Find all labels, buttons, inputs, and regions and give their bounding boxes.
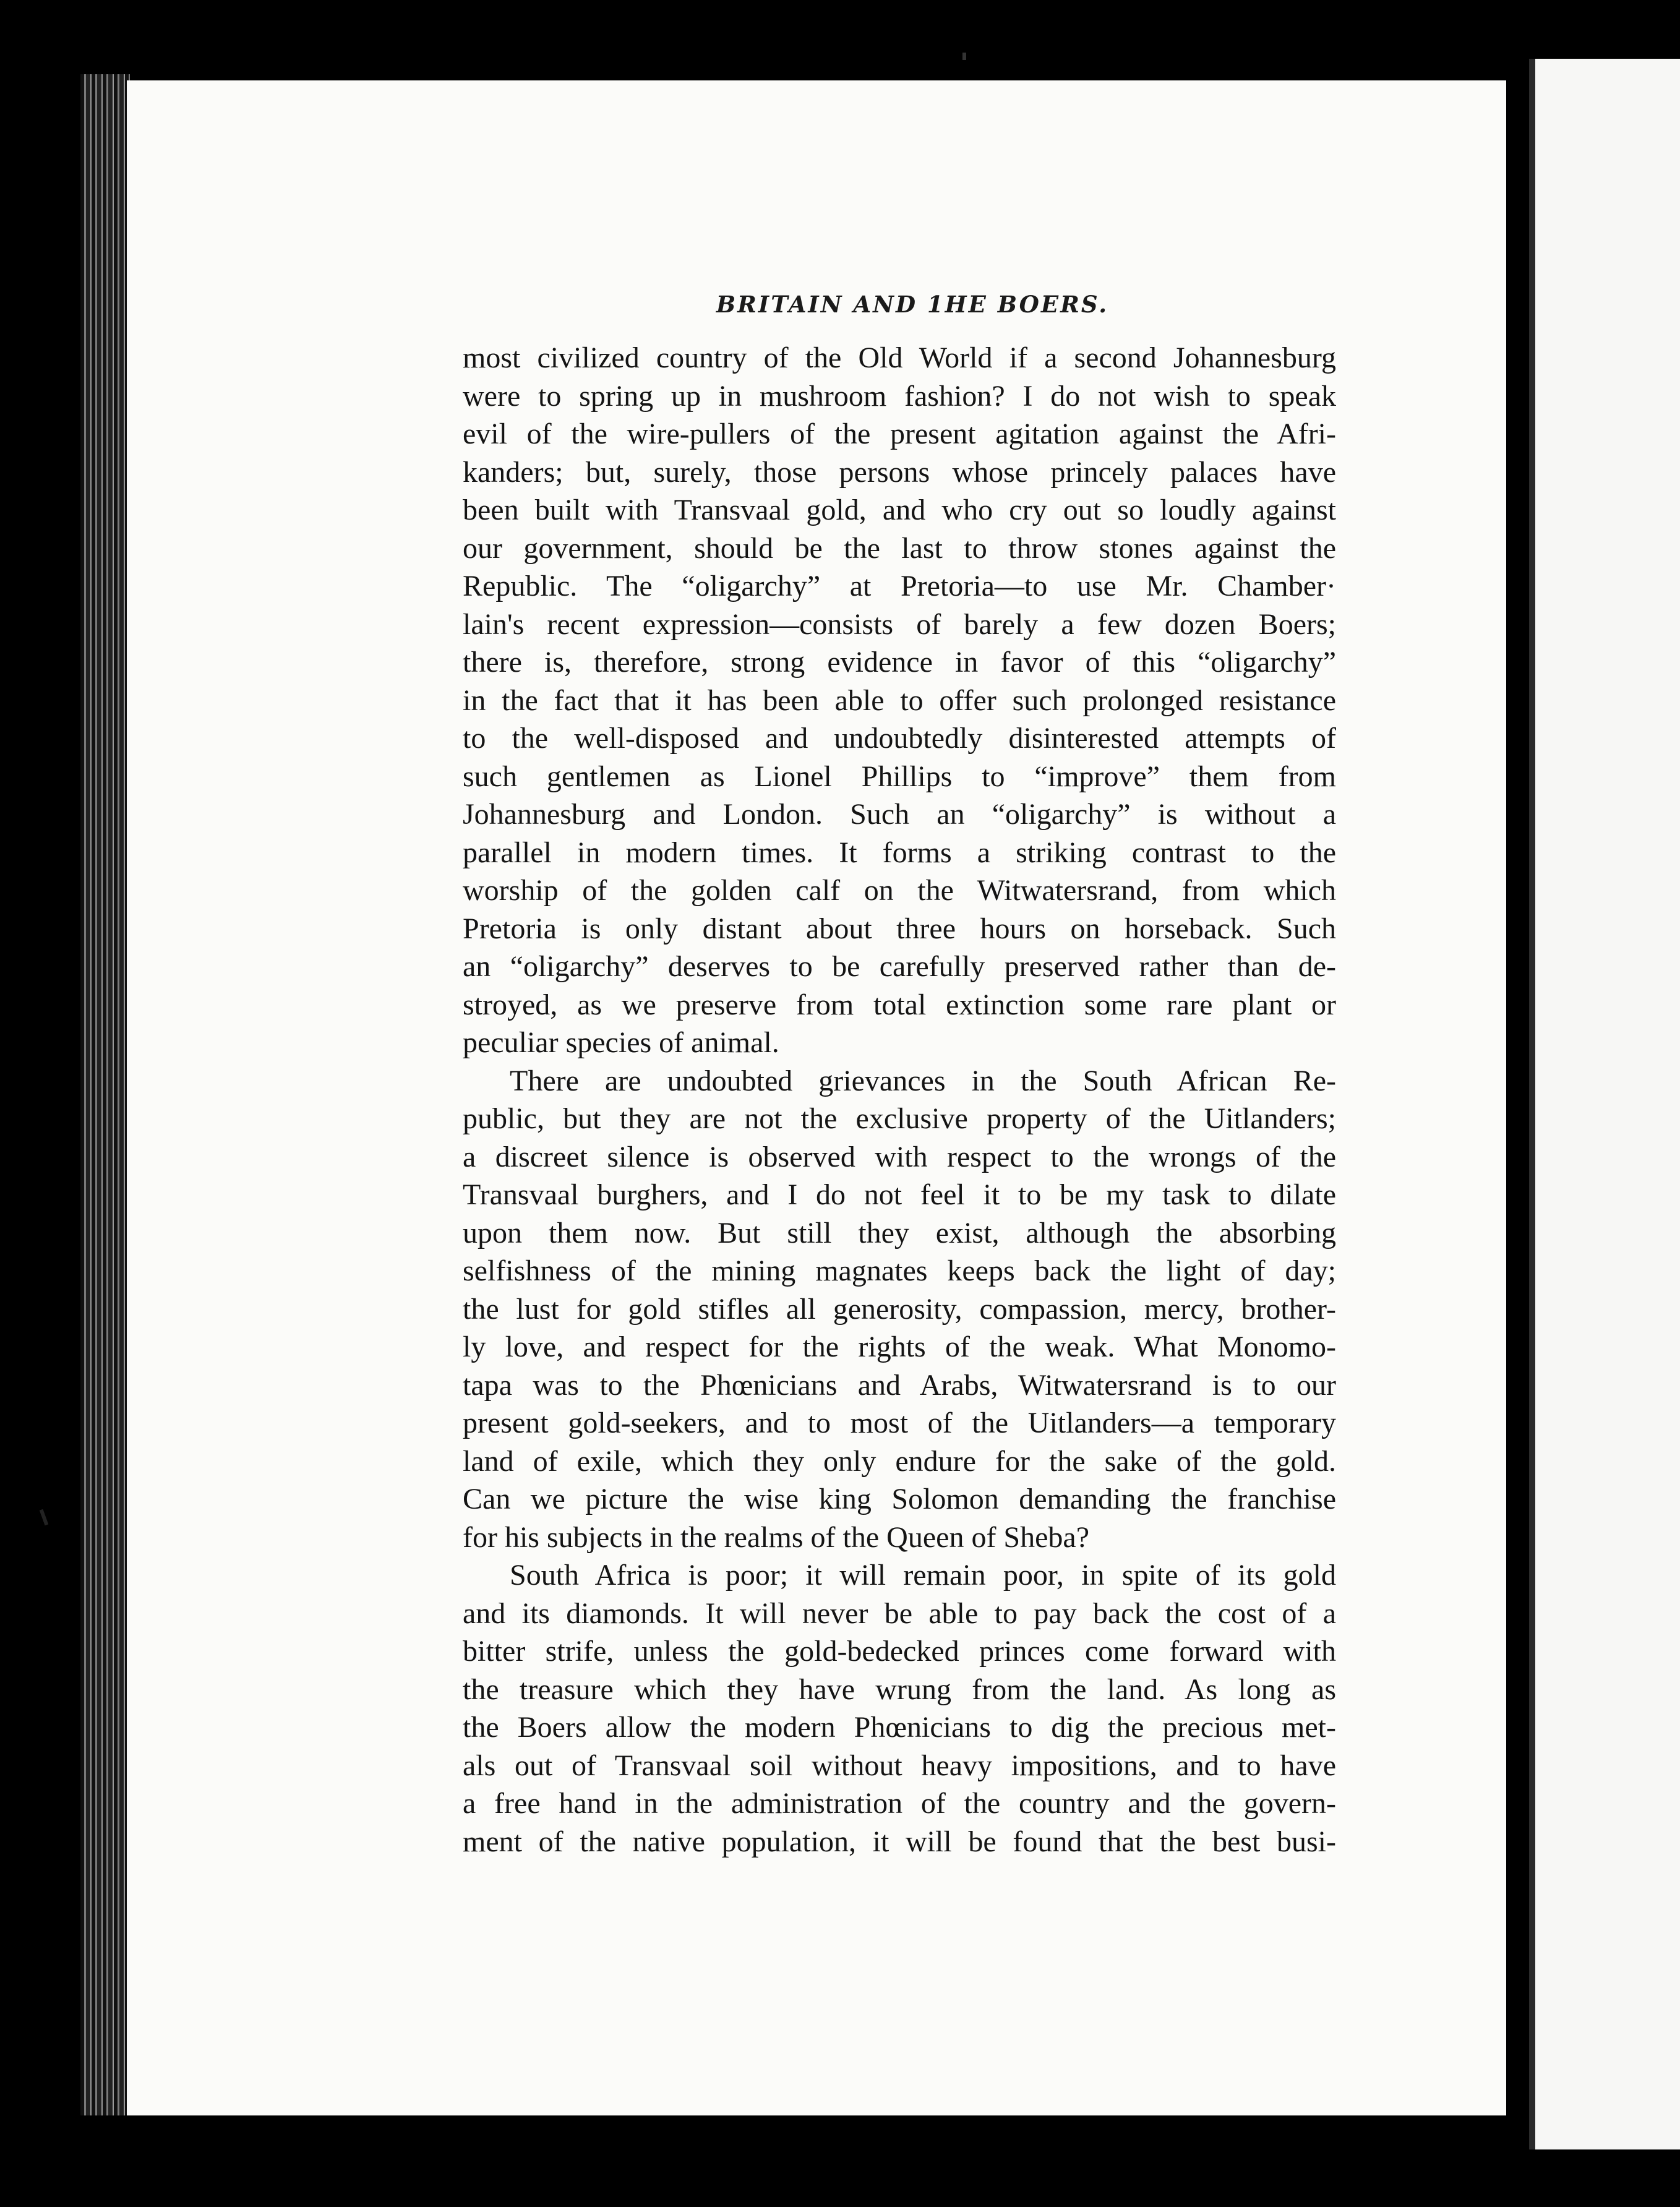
text-line: Can we picture the wise king Solomon demanding the franchise (463, 1483, 1336, 1515)
text-line: tapa was to the Phœnicians and Arabs, Witwatersrand is to our (463, 1368, 1336, 1402)
text-line: als out of Transvaal soil without heavy impositions, and to have (463, 1749, 1336, 1782)
text-line: a free hand in the administration of the country and the govern- (463, 1787, 1336, 1820)
text-line: for his subjects in the realms of the Queen of Sheba? (463, 1520, 1090, 1554)
text-line: Johannesburg and London. Such an “oligarchy” is without a (463, 798, 1336, 831)
text-line: there is, therefore, strong evidence in favor of this “oligarchy” (463, 646, 1336, 679)
text-line: evil of the wire-pullers of the present agitation against the Afri- (463, 418, 1336, 450)
text-line: ly love, and respect for the rights of the weak. What Monomo- (463, 1331, 1336, 1363)
text-line: present gold-seekers, and to most of the Uitlanders—a temporary (463, 1407, 1336, 1439)
text-line: selfishness of the mining magnates keeps back the light of day; (463, 1254, 1336, 1287)
book-binding-edge (80, 74, 130, 2115)
text-line: an “oligarchy” deserves to be carefully preserved rather than de- (463, 950, 1336, 983)
text-line: and its diamonds. It will never be able to pay back the cost of a (463, 1596, 1336, 1630)
text-line: Republic. The “oligarchy” at Pretoria—to use Mr. Chamber· (463, 570, 1336, 602)
scan-speck (962, 53, 966, 60)
text-line: lain's recent expression—consists of barely a few dozen Boers; (463, 607, 1336, 641)
text-line: ment of the native population, it will be found that the best busi- (463, 1825, 1336, 1858)
text-line: in the fact that it has been able to offer such prolonged resistance (463, 684, 1336, 717)
paragraph (463, 1062, 1336, 1557)
text-line: the Boers allow the modern Phœnicians to dig the precious met- (463, 1711, 1336, 1744)
text-line: public, but they are not the exclusive property of the Uitlanders; (463, 1102, 1336, 1135)
paragraph (463, 1556, 1336, 1861)
text-line: Transvaal burghers, and I do not feel it to be my task to dilate (463, 1178, 1336, 1211)
body-text (463, 339, 1336, 1861)
text-line: most civilized country of the Old World if a second Johannesburg (463, 341, 1336, 374)
running-head: BRITAIN AND 1HE BOERS. (716, 291, 1109, 318)
text-line: worship of the golden calf on the Witwatersrand, from which (463, 874, 1336, 907)
text-line: our government, should be the last to throw stones against the (463, 531, 1336, 565)
text-line: been built with Transvaal gold, and who cry out so loudly against (463, 494, 1336, 526)
text-line: were to spring up in mushroom fashion? I do not wish to speak (463, 379, 1336, 413)
text-line: kanders; but, surely, those persons whose princely palaces have (463, 455, 1336, 489)
paragraph (463, 339, 1336, 1062)
text-line: peculiar species of animal. (463, 1026, 779, 1059)
text-line: the lust for gold stifles all generosity, compassion, mercy, brother- (463, 1292, 1336, 1326)
text-line: Pretoria is only distant about three hours on horseback. Such (463, 912, 1336, 945)
paragraphs (463, 339, 1336, 1861)
text-line: South Africa is poor; it will remain poor, in spite of its gold (510, 1559, 1336, 1592)
text-line: the treasure which they have wrung from the land. As long as (463, 1673, 1336, 1706)
text-line: bitter strife, unless the gold-bedecked princes come forward with (463, 1635, 1336, 1668)
text-line: parallel in modern times. It forms a striking contrast to the (463, 836, 1336, 869)
text-line: a discreet silence is observed with respect to the wrongs of the (463, 1140, 1336, 1173)
text-line: upon them now. But still they exist, although the absorbing (463, 1216, 1336, 1249)
facing-page-edge (1529, 59, 1680, 2149)
text-line: stroyed, as we preserve from total extinction some rare plant or (463, 988, 1336, 1021)
text-line: to the well-disposed and undoubtedly disinterested attempts of (463, 722, 1336, 755)
scan-speck (40, 1509, 49, 1525)
text-line: There are undoubted grievances in the South African Re- (510, 1064, 1336, 1097)
text-line: such gentlemen as Lionel Phillips to “improve” them from (463, 760, 1336, 793)
text-line: land of exile, which they only endure for the sake of the gold. (463, 1444, 1336, 1478)
